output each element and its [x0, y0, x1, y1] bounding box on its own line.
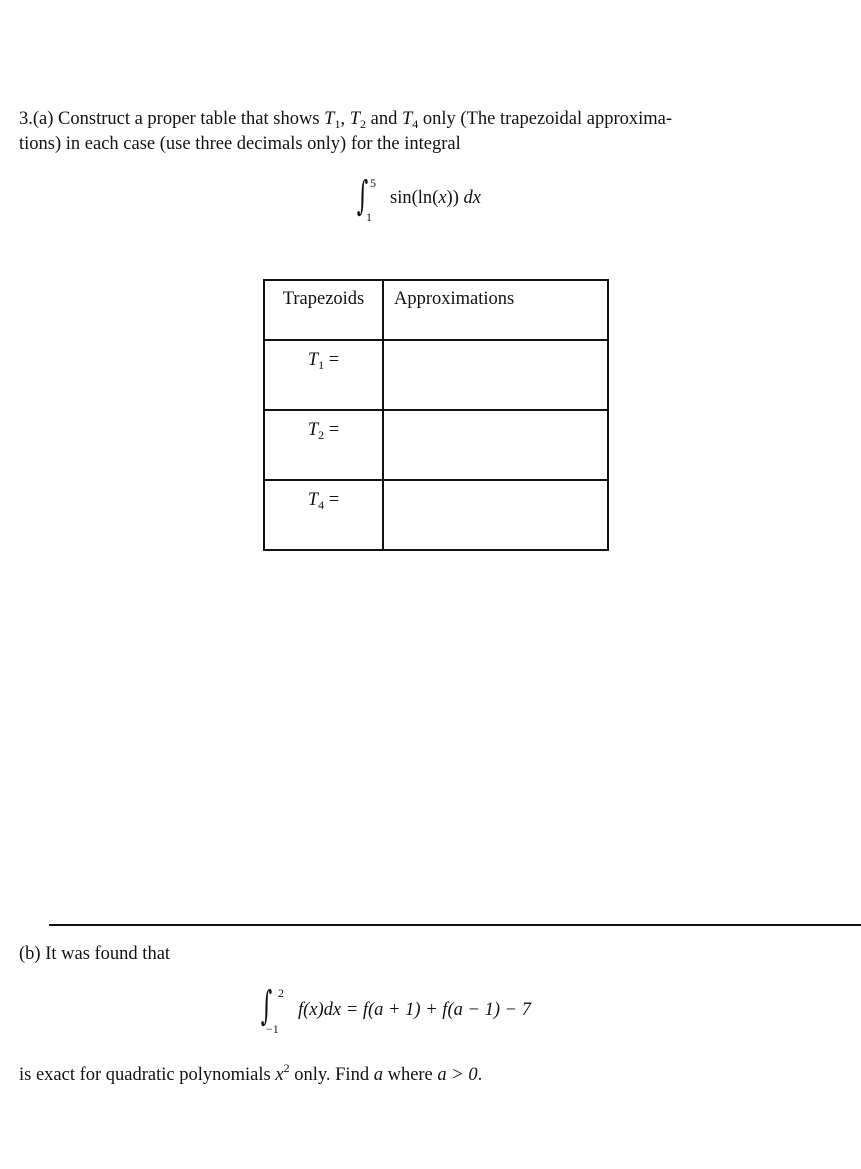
part-a-prefix: 3.(a) Construct a proper table that shows — [19, 109, 325, 129]
integrand-func: sin(ln( — [390, 188, 439, 208]
conclusion-pre: is exact for quadratic polynomials — [19, 1065, 276, 1085]
row-label-t2 — [264, 410, 383, 480]
integrand-var: x — [438, 188, 447, 208]
t-symbol: T — [349, 109, 361, 129]
row-value-t4[interactable] — [383, 480, 608, 550]
conclusion-mid: only. Find — [289, 1065, 374, 1085]
table-row — [264, 410, 608, 480]
integral-b — [254, 983, 614, 1038]
subscript-4: 4 — [412, 117, 419, 131]
integral-lower-limit: 1 — [366, 210, 372, 224]
integral-upper-limit: 2 — [278, 986, 284, 1000]
equation-lhs: f(x)dx — [298, 1000, 342, 1020]
integral-a — [350, 173, 530, 226]
table-row — [264, 340, 608, 410]
row-sub: 1 — [318, 358, 325, 372]
row-value-t1[interactable] — [383, 340, 608, 410]
integral-lower-limit: −1 — [266, 1022, 279, 1036]
integral-sign: ∫ — [260, 983, 273, 1029]
equation-rhs: = f(a + 1) + f(a − 1) − 7 — [341, 1000, 531, 1020]
row-label-t1 — [264, 340, 383, 410]
table-header-row — [264, 280, 608, 340]
x-var: x — [275, 1065, 284, 1085]
row-sub: 4 — [318, 498, 325, 512]
part-b-intro-text: (b) It was found that — [19, 944, 171, 964]
conclusion-where: where — [382, 1065, 438, 1085]
row-t: T — [307, 420, 319, 440]
integral-sign: ∫ — [356, 173, 369, 219]
comma: , — [340, 109, 350, 129]
subscript-2: 2 — [360, 117, 367, 131]
part-a-line2 — [19, 132, 839, 157]
equation — [298, 1000, 531, 1021]
table-row — [264, 480, 608, 550]
row-value-t2[interactable] — [383, 410, 608, 480]
row-label-t4 — [264, 480, 383, 550]
condition: a > 0 — [437, 1065, 478, 1085]
a-var: a — [373, 1065, 383, 1085]
part-a-line1-suffix: only (The trapezoidal approxima- — [418, 109, 673, 129]
period: . — [477, 1065, 483, 1085]
part-b-intro — [19, 942, 839, 967]
t-symbol: T — [401, 109, 413, 129]
row-t: T — [307, 350, 319, 370]
row-sub: 2 — [318, 428, 325, 442]
power: 2 — [283, 1061, 290, 1075]
section-divider — [49, 924, 861, 926]
integral-upper-limit: 5 — [370, 176, 376, 190]
part-a-line2-text: tions) in each case (use three decimals only) for the integral — [19, 134, 461, 154]
integrand — [390, 188, 481, 209]
header-trapezoids: Trapezoids — [264, 280, 383, 340]
subscript-1: 1 — [334, 117, 341, 131]
integrand-close: )) — [446, 188, 459, 208]
differential: dx — [463, 188, 481, 208]
trapezoid-table — [263, 279, 609, 551]
row-eq: = — [324, 350, 340, 370]
header-approximations: Approximations — [383, 280, 608, 340]
t-symbol: T — [324, 109, 335, 129]
and-text: and — [366, 109, 402, 129]
row-eq: = — [324, 420, 340, 440]
row-eq: = — [324, 490, 340, 510]
part-b-conclusion — [19, 1056, 839, 1088]
row-t: T — [307, 490, 319, 510]
